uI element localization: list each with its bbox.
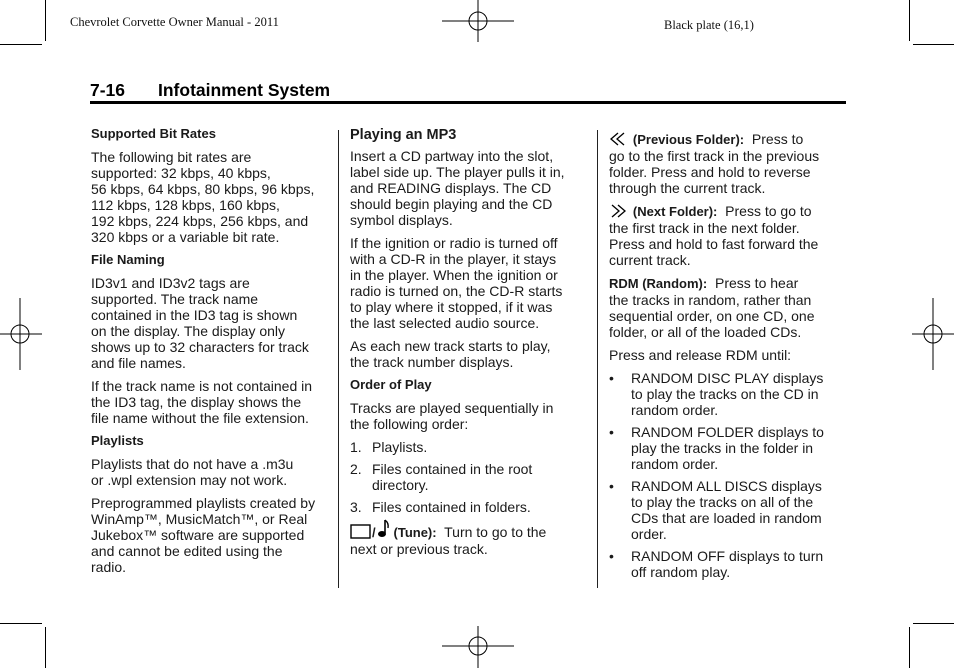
section-number: 7-16 bbox=[90, 80, 126, 100]
paragraph-press-release: Press and release RDM until: bbox=[609, 347, 792, 363]
list-item: • RANDOM OFF displays to turn off random play. bbox=[609, 548, 824, 580]
crop-mark bbox=[909, 627, 910, 668]
list-item: • RANDOM FOLDER displays to play the tracks in the folder in random order. bbox=[609, 424, 824, 472]
paragraph-bit-rates: The following bit rates are supported: 32 kbps, 40 kbps, 56 kbps, 64 kbps, 80 kbps, 96 kbps, 112 kbps, 128 kbps, 160 kbps, 192 kbps, 224 kbps, 256 kbps, and 320 kbps or a variable bit rate. bbox=[91, 149, 315, 245]
crop-mark bbox=[0, 44, 42, 45]
column-left bbox=[91, 126, 331, 582]
subheading-file-naming: File Naming bbox=[91, 252, 165, 267]
tune-knob-icon bbox=[350, 523, 372, 539]
column-middle bbox=[350, 126, 588, 564]
registration-mark-right bbox=[912, 296, 954, 372]
paragraph-track-name: If the track name is not contained in the ID3 tag, the display shows the file name without the file extension. bbox=[91, 378, 313, 426]
next-folder-icon bbox=[609, 204, 629, 218]
paragraph-ignition: If the ignition or radio is turned off with a CD-R in the player, it stays in the player. When the ignition or radio is turned on, the CD-R starts to play where it stopped, if it was the last selected audio source. bbox=[350, 235, 563, 331]
column-right bbox=[609, 131, 841, 586]
list-item: • RANDOM DISC PLAY displays to play the tracks on the CD in random order. bbox=[609, 370, 824, 418]
paragraph-track-number: As each new track starts to play, the track number displays. bbox=[350, 338, 551, 370]
paragraph-random: RDM (Random): Press to hear the tracks in random, rather than sequential order, on one CD, one folder, or all of the loaded CDs. bbox=[609, 275, 815, 340]
crop-mark bbox=[913, 623, 954, 624]
registration-mark-left bbox=[0, 296, 42, 372]
paragraph-playlists: Playlists that do not have a .m3u or .wpl extension may not work. bbox=[91, 456, 294, 488]
plate-label: Black plate (16,1) bbox=[664, 18, 754, 32]
manual-title: Chevrolet Corvette Owner Manual - 2011 bbox=[70, 15, 279, 29]
subheading-bit-rates: Supported Bit Rates bbox=[91, 126, 216, 141]
paragraph-next-folder: (Next Folder): Press to go to the first track in the next folder. Press and hold to fast forward the current track. bbox=[609, 203, 819, 268]
paragraph-previous-folder: (Previous Folder): Press to go to the first track in the previous folder. Press and hold to reverse through the current track. bbox=[609, 131, 820, 196]
previous-folder-icon bbox=[609, 132, 629, 146]
paragraph-preprogrammed: Preprogrammed playlists created by WinAmp™, MusicMatch™, or Real Jukebox™ software are supported and cannot be edited using the radio. bbox=[91, 495, 316, 575]
list-item: 2. Files contained in the root directory. bbox=[350, 461, 533, 493]
crop-mark bbox=[909, 0, 910, 41]
section-heading bbox=[90, 80, 330, 101]
paragraph-order: Tracks are played sequentially in the following order: bbox=[350, 400, 554, 432]
list-item: 1. Playlists. bbox=[350, 439, 428, 455]
subheading-playlists: Playlists bbox=[91, 433, 144, 448]
registration-mark-top bbox=[440, 0, 516, 42]
subheading-order-of-play: Order of Play bbox=[350, 377, 432, 392]
paragraph-tune: / (Tune): Turn to go to the next or previous track. bbox=[350, 519, 588, 557]
list-item: • RANDOM ALL DISCS displays to play the tracks on all of the CDs that are loaded in random order. bbox=[609, 478, 822, 542]
crop-mark bbox=[0, 623, 42, 624]
music-note-icon bbox=[376, 519, 390, 539]
crop-mark bbox=[45, 627, 46, 668]
paragraph-file-naming: ID3v1 and ID3v2 tags are supported. The track name contained in the ID3 tag is shown on the display. The display only shows up to 32 characters for track and file names. bbox=[91, 275, 309, 371]
paragraph-insert-cd: Insert a CD partway into the slot, label side up. The player pulls it in, and READING displays. The CD should begin playing and the CD symbol displays. bbox=[350, 148, 565, 228]
column-divider bbox=[597, 130, 598, 588]
heading-rule bbox=[90, 101, 846, 104]
section-title: Infotainment System bbox=[158, 80, 331, 100]
list-item: 3. Files contained in folders. bbox=[350, 499, 531, 515]
crop-mark bbox=[913, 44, 954, 45]
registration-mark-bottom bbox=[440, 626, 516, 668]
heading-playing-mp3: Playing an MP3 bbox=[350, 127, 457, 143]
crop-mark bbox=[45, 0, 46, 41]
column-divider bbox=[338, 130, 339, 588]
